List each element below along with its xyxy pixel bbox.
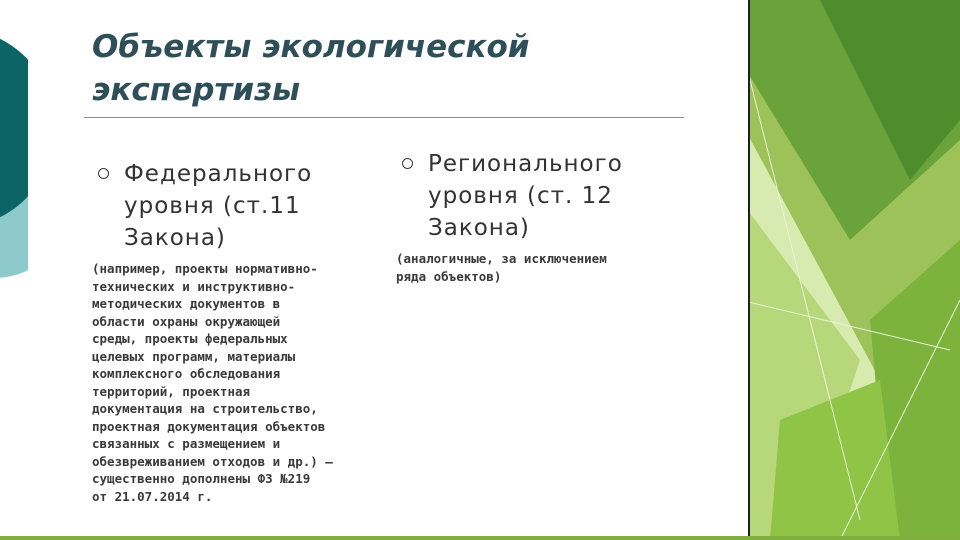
federal-note-line: обезвреживанием отходов и др.) – bbox=[92, 453, 333, 469]
title-line-1: Объекты экологической bbox=[92, 29, 530, 65]
federal-note-line: существенно дополнены ФЗ №219 bbox=[92, 471, 311, 486]
regional-heading-line-1: Регионального bbox=[428, 151, 623, 177]
federal-heading-line-3: Закона) bbox=[124, 225, 226, 251]
regional-note bbox=[396, 250, 666, 285]
regional-heading bbox=[428, 148, 686, 244]
regional-bullet bbox=[396, 148, 686, 244]
federal-note-line: целевых программ, материалы bbox=[92, 348, 296, 364]
regional-heading-line-2: уровня (ст. 12 bbox=[428, 183, 613, 209]
federal-note-line: методических документов в bbox=[92, 296, 281, 311]
bottom-strip bbox=[0, 536, 960, 540]
federal-heading bbox=[124, 158, 382, 254]
federal-note-line: комплексного обследования bbox=[92, 366, 281, 381]
federal-heading-line-2: уровня (ст.11 bbox=[124, 193, 301, 219]
right-decoration bbox=[740, 0, 960, 540]
circle-bullet-icon bbox=[402, 158, 413, 169]
federal-column bbox=[92, 158, 382, 505]
federal-note-line: от 21.07.2014 г. bbox=[92, 488, 213, 504]
title-divider bbox=[84, 117, 684, 118]
federal-note-line: (например, проекты нормативно- bbox=[92, 261, 318, 276]
federal-note-line: документация на строительство, bbox=[92, 401, 318, 416]
federal-bullet bbox=[92, 158, 382, 254]
regional-note-line: (аналогичные, за исключением bbox=[396, 251, 607, 266]
title-line-2: экспертизы bbox=[92, 72, 301, 108]
federal-note-line: области охраны окружающей bbox=[92, 313, 281, 329]
regional-column bbox=[396, 148, 686, 285]
federal-heading-line-1: Федерального bbox=[124, 161, 313, 187]
federal-note-line: связанных с размещением и bbox=[92, 436, 281, 451]
circle-bullet-icon bbox=[98, 168, 109, 179]
federal-note-line: территорий, проектная bbox=[92, 383, 251, 399]
slide-title bbox=[92, 26, 652, 112]
regional-note-line: ряда объектов) bbox=[396, 268, 502, 284]
federal-note-line: проектная документация объектов bbox=[92, 418, 326, 434]
federal-note-line: технических и инструктивно- bbox=[92, 278, 296, 294]
federal-note-line: среды, проекты федеральных bbox=[92, 331, 288, 346]
regional-heading-line-3: Закона) bbox=[428, 215, 530, 241]
federal-note bbox=[92, 260, 362, 505]
